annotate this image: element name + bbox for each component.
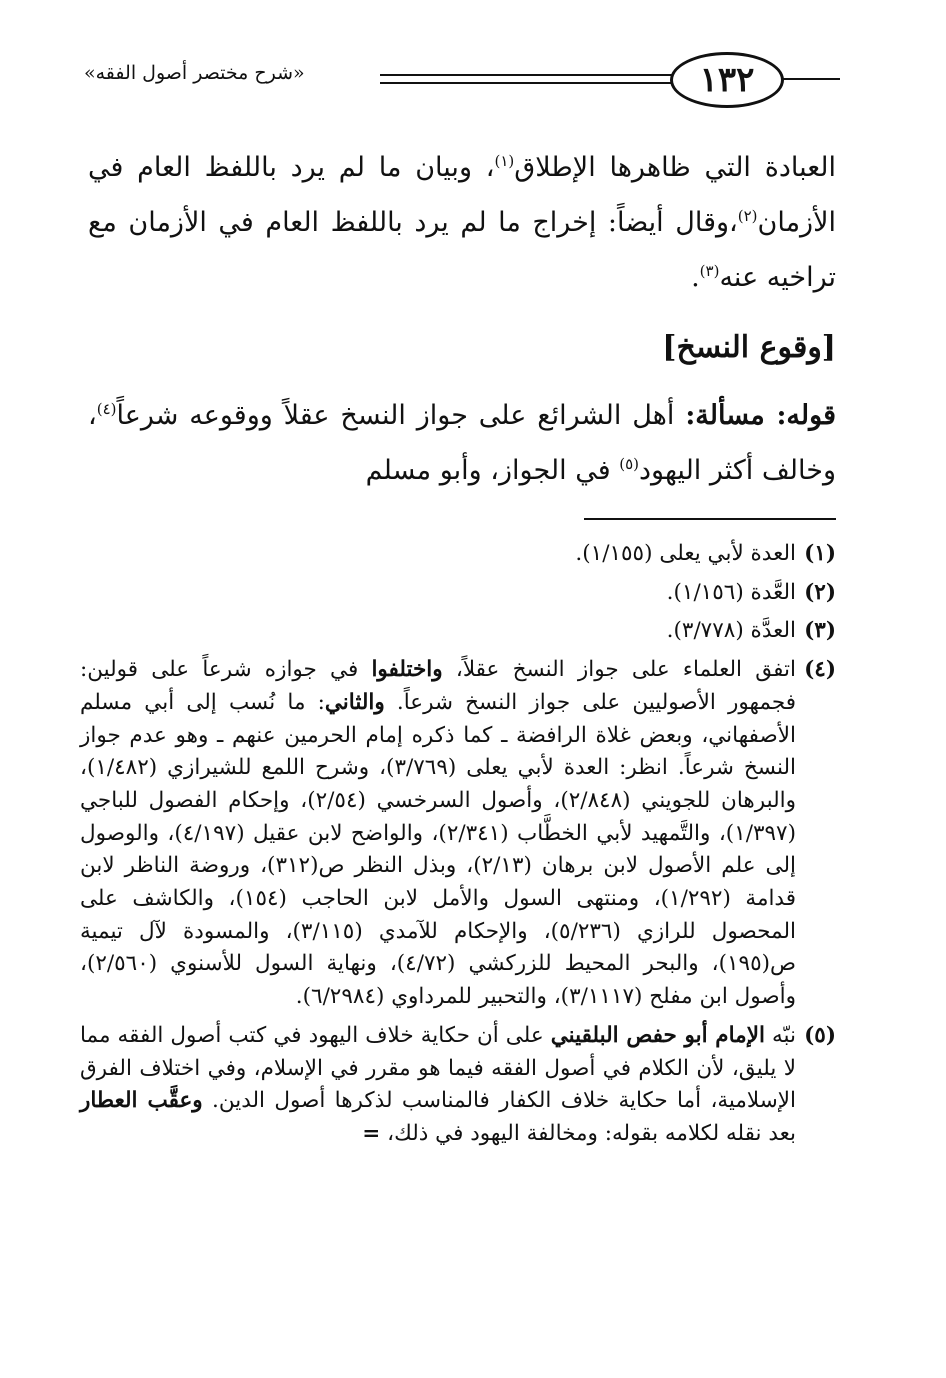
footnote-reference: (٣) bbox=[699, 262, 720, 280]
body-text-span: ، وخالف أكثر اليهود bbox=[88, 400, 836, 486]
footnote-bold: وعقَّب العطار bbox=[80, 1088, 203, 1114]
footnote-bold: والثاني bbox=[324, 689, 385, 715]
body-paragraph bbox=[88, 388, 836, 498]
footnote-span: اتفق العلماء على جواز النسخ عقلاً، bbox=[442, 657, 796, 683]
footnote-span: على أن حكاية خلاف اليهود في كتب أصول الفقه مما لا يليق، لأن الكلام في أصول الفقه فيما هو مقرر في الإسلام، وفي اختلاف الفرق الإسلامية، أما حكاية خلاف الكفار فالمناسب لذكرها أصول الدين. bbox=[80, 1022, 796, 1114]
footnote bbox=[80, 1020, 836, 1151]
body-text-span: في الجواز، وأبو مسلم bbox=[365, 455, 620, 486]
footnote-number: (١) bbox=[804, 541, 836, 566]
footnotes bbox=[80, 538, 836, 1157]
footnote-reference: (٤) bbox=[96, 400, 117, 418]
body-text-span: أهل الشرائع على جواز النسخ عقلاً ووقوعه شرعاً bbox=[116, 400, 686, 431]
footnote-span: : ما نُسب إلى أبي مسلم الأصفهاني، وبعض غلاة الرافضة ـ كما ذكره إمام الحرمين عنهم ـ وهو عدم جواز النسخ شرعاً. انظر: العدة لأبي يعلى (٣/٧٦٩)، وشرح اللمع للشيرازي (١/٤٨٢)، والبرهان للجويني (٢/٨٤٨)، وأصول السرخسي (٢/٥٤)، وإحكام الفصول للباجي (١/٣٩٧)، والتَّمهيد لأبي الخطَّاب (٢/٣٤١)، والواضح لابن عقيل (٤/١٩٧)، والوصول إلى علم الأصول لابن برهان (٢/١٣)، وبذل النظر ص(٣١٢)، وروضة الناظر لابن قدامة (١/٢٩٢)، ومنتهى السول والأمل لابن الحاجب (١٥٤)، والكاشف على المحصول للرازي (٥/٢٣٦)، والإحكام للآمدي (٣/١١٥)، والمسودة لآل تيمية ص(١٩٥)، والبحر المحيط للزركشي (٤/٧٢)، ونهاية السول للأسنوي (٢/٥٦٠)، وأصول ابن مفلح (٣/١١١٧)، والتحبير للمرداوي (٦/٢٩٨٤). bbox=[80, 689, 797, 1010]
footnote-number: (٢) bbox=[804, 579, 836, 605]
continuation-mark: = bbox=[362, 1120, 381, 1146]
footnote-separator bbox=[584, 518, 836, 520]
section-heading: [وقوع النسخ] bbox=[662, 330, 836, 365]
footnote-text: العدة لأبي يعلى (١/١٥٥). bbox=[575, 541, 796, 566]
footnote-bold: واختلفوا bbox=[371, 657, 443, 683]
footnote-number: (٣) bbox=[804, 618, 836, 644]
footnote-number: (٥) bbox=[804, 1022, 836, 1048]
page-header bbox=[84, 52, 840, 112]
footnote-text bbox=[80, 1020, 796, 1151]
footnote-text bbox=[80, 654, 796, 1014]
footnote bbox=[80, 654, 836, 1014]
footnote-span: نبّه bbox=[764, 1022, 796, 1048]
footnote-reference: (٥) bbox=[619, 455, 639, 473]
footnote bbox=[80, 538, 836, 571]
body-text-span: ، وبيان ما لم يرد باللفظ العام في الأزمان bbox=[88, 152, 836, 238]
footnote-text: العدَّة (٣/٧٧٨). bbox=[666, 618, 796, 644]
footnote-reference: (١) bbox=[494, 152, 515, 170]
body-text-span: . bbox=[691, 262, 700, 293]
footnote-span: في جوازه شرعاً على قولين: فجمهور الأصوليين على جواز النسخ شرعاً. bbox=[80, 657, 797, 715]
body-paragraph bbox=[88, 140, 836, 305]
footnote-number: (٤) bbox=[804, 657, 836, 683]
footnote bbox=[80, 577, 836, 610]
footnote-span: بعد نقله لكلامه بقوله: ومخالفة اليهود في ذلك، bbox=[387, 1120, 796, 1146]
footnote-reference: (٢) bbox=[737, 207, 758, 225]
running-title: «شرح مختصر أصول الفقه» bbox=[84, 62, 305, 84]
page-number: ١٣٢ bbox=[670, 52, 784, 108]
body-text-span: العبادة التي ظاهرها الإطلاق bbox=[514, 152, 836, 183]
body-text-span: ،وقال أيضاً: إخراج ما لم يرد باللفظ العام في الأزمان مع تراخيه عنه bbox=[88, 207, 836, 293]
footnote-text: العَّدة (١/١٥٦). bbox=[666, 579, 796, 605]
footnote bbox=[80, 615, 836, 648]
footnote-bold: الإمام أبو حفص البلقيني bbox=[550, 1022, 765, 1048]
lead-phrase: قوله: مسألة: bbox=[685, 400, 836, 431]
